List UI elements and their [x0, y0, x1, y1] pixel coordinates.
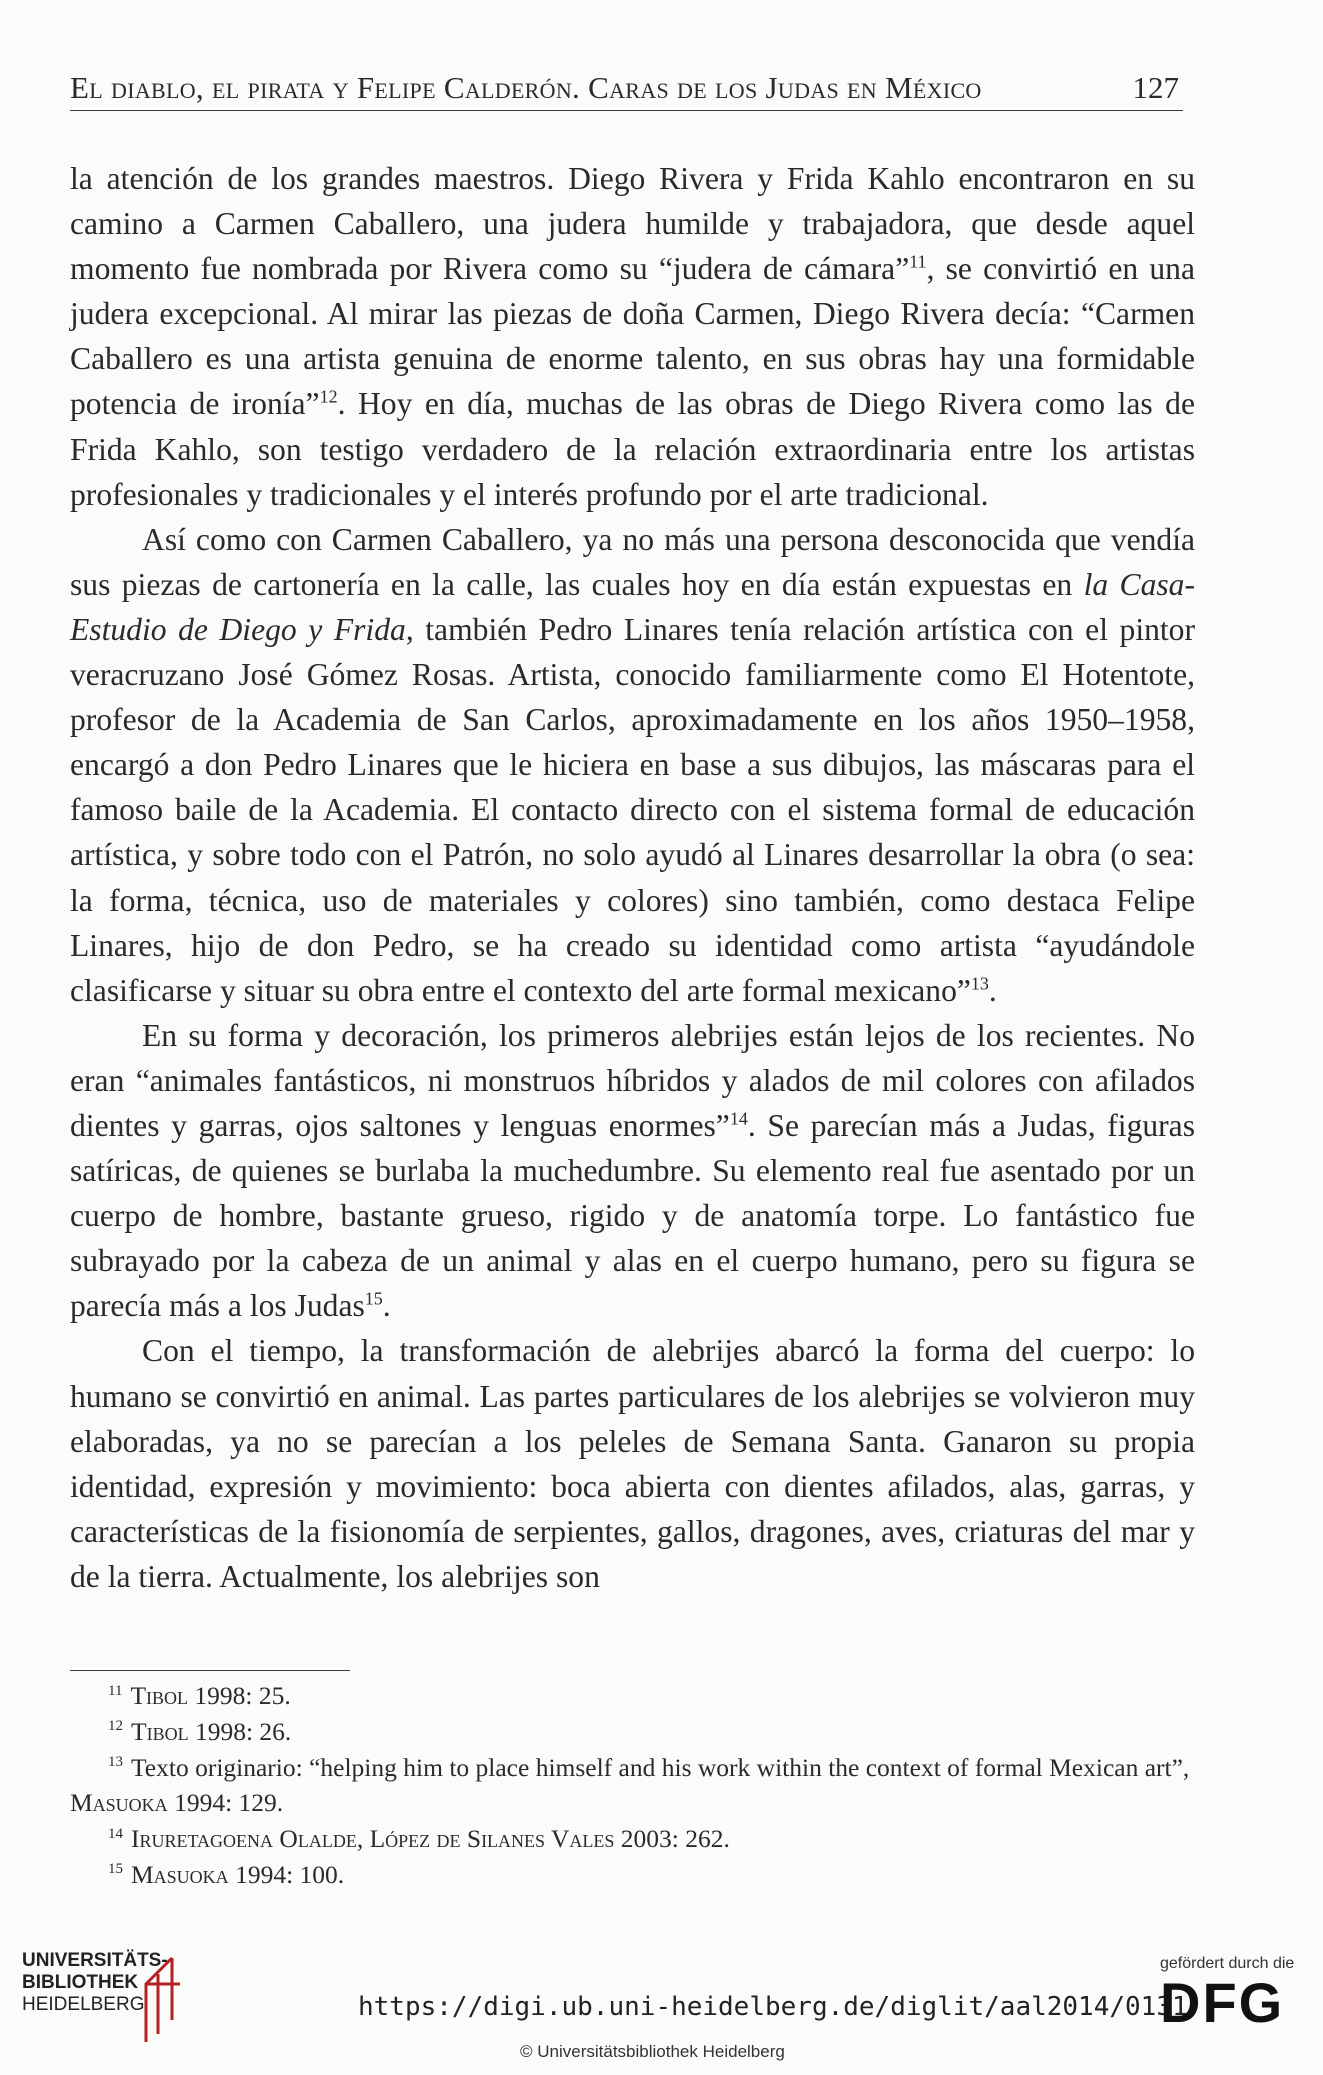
funding-note: gefördert durch die: [1160, 1955, 1295, 1972]
copyright-notice: © Universitätsbibliothek Heidelberg: [520, 2042, 785, 2061]
permalink-url[interactable]: https://digi.ub.uni-heidelberg.de/diglit/aal2014/0131: [358, 1992, 1188, 2022]
text-run: la atención de los grandes maestros. Diego Rivera y Frida Kahlo encontraron en su camino a Carmen Caballero, una judera humilde y trabajadora, que desde aquel momento fue nombrada por Rivera como su “judera de cámara”: [70, 161, 1195, 287]
paragraph-1: [70, 156, 1195, 517]
footnote-number: 13: [108, 1754, 123, 1771]
library-name-line2: BIBLIOTHEK: [22, 1972, 139, 1993]
page-number: 127: [1132, 70, 1179, 105]
footnote-rest: 1994: 100.: [228, 1859, 345, 1889]
footnote-number: 14: [108, 1825, 123, 1842]
footnote-text: Texto originario: “helping him to place himself and his work within the context of formal Mexican art”,: [131, 1752, 1190, 1782]
text-run: . Se parecían más a Judas, figuras satíricas, de quienes se burlaba la muchedumbre. Su elemento real fue asentado por un cuerpo de hombre, bastante grueso, rigido y de anatomía torpe. Lo fantástico fue subrayado por la cabeza de un animal y alas en el cuerpo humano, pero su figura se parecía más a los Judas: [70, 1107, 1196, 1324]
italic-title: la Casa-Estudio de Diego y Frida: [70, 566, 1195, 647]
paragraph-4: Con el tiempo, la transformación de alebrijes abarcó la forma del cuerpo: lo humano se convirtió en animal. Las partes particulares de los alebrijes se volvieron muy elaboradas, ya no se parecían a los peleles de Semana Santa. Ganaron su propia identidad, expresión y movimiento: boca abierta con dientes afilados, alas, garras, y características de la fisionomía de serpientes, gallos, dragones, aves, criaturas del mar y de la tierra. Actualmente, los alebrijes son: [70, 1333, 1195, 1594]
footnote-rule: [70, 1670, 350, 1671]
library-name-line3: HEIDELBERG: [22, 1994, 145, 2015]
footnote-author: Iruretagoena Olalde, López de Silanes Vales: [131, 1824, 615, 1854]
library-name-line1: UNIVERSITÄTS-: [22, 1950, 168, 1971]
dfg-wordmark: DFG: [1160, 1971, 1285, 2034]
footnote-number: 15: [108, 1861, 123, 1878]
footnote-ref-14[interactable]: 14: [729, 1108, 748, 1129]
library-logo[interactable]: [22, 1950, 182, 2060]
footnote-author: Masuoka: [131, 1859, 229, 1889]
footnote-rest: 1998: 26.: [188, 1716, 292, 1746]
footnote-ref-12[interactable]: 12: [319, 386, 338, 407]
text-run: , también Pedro Linares tenía relación artística con el pintor veracruzano José Gómez Rosas. Artista, conocido familiarmente como El Hotentote, profesor de la Academia de San Carlos, aproximadamente en los años 1950–1958, encargó a don Pedro Linares que le hiciera en base a sus dibujos, las máscaras para el famoso baile de la Academia. El contacto directo con el sistema formal de educación artística, y sobre todo con el Patrón, no solo ayudó al Linares desarrollar la obra (o sea: la forma, técnica, uso de materiales y colores) sino también, como destaca Felipe Linares, hijo de don Pedro, se ha creado su identidad como artista “ayudándole clasificarse y situar su obra entre el contexto del arte formal mexicano”: [70, 611, 1195, 1008]
footnote-15: [70, 1857, 1195, 1893]
footnote-rest: 1998: 25.: [188, 1681, 291, 1710]
footnote-author: Tibol: [130, 1681, 189, 1710]
paragraph-2: [70, 517, 1195, 1013]
text-run: , se convirtió en una judera excepcional. Al mirar las piezas de doña Carmen, Diego Rivera decía: “Carmen Caballero es una artista genuina de enorme talento, en sus obras hay una formidable potencia de ironía”: [70, 251, 1195, 422]
footnotes: [70, 1678, 1195, 1893]
running-title: El diablo, el pirata y Felipe Calderón. Caras de los Judas en México: [70, 70, 982, 105]
footnote-14: [70, 1821, 1195, 1857]
footnote-rest: 1994: 129.: [167, 1788, 284, 1818]
paragraph-3: [70, 1013, 1195, 1329]
text-run: .: [988, 972, 997, 1008]
footnote-13: [70, 1750, 1195, 1822]
footnote-rest: 2003: 262.: [614, 1824, 730, 1854]
footnote-number: 11: [108, 1682, 123, 1699]
footnote-ref-15[interactable]: 15: [364, 1288, 383, 1309]
footnote-author: Tibol: [131, 1716, 189, 1746]
footnote-number: 12: [108, 1718, 123, 1735]
footnote-11: [70, 1678, 1195, 1714]
footnote-author: Masuoka: [70, 1788, 168, 1818]
library-emblem-icon: [132, 1950, 192, 2050]
text-run: . Hoy en día, muchas de las obras de Diego Rivera como las de Frida Kahlo, son testigo verdadero de la relación extraordinaria entre los artistas profesionales y tradicionales y el interés profundo por el arte tradicional.: [70, 386, 1195, 512]
running-header: [70, 62, 1183, 111]
footnote-12: [70, 1714, 1195, 1750]
text-run: Así como con Carmen Caballero, ya no más una persona desconocida que vendía sus piezas de cartonería en la calle, las cuales hoy en día están expuestas en: [70, 521, 1195, 602]
dfg-logo[interactable]: [1160, 1955, 1294, 2033]
main-text: [70, 156, 1195, 1599]
text-run: .: [382, 1288, 391, 1324]
footnote-ref-13[interactable]: 13: [970, 973, 989, 994]
footnote-ref-11[interactable]: 11: [909, 251, 927, 272]
text-run: En su forma y decoración, los primeros alebrijes están lejos de los recientes. No eran “animales fantásticos, ni monstruos híbridos y alados de mil colores con afilados dientes y garras, ojos saltones y lenguas enormes”: [70, 1017, 1195, 1143]
